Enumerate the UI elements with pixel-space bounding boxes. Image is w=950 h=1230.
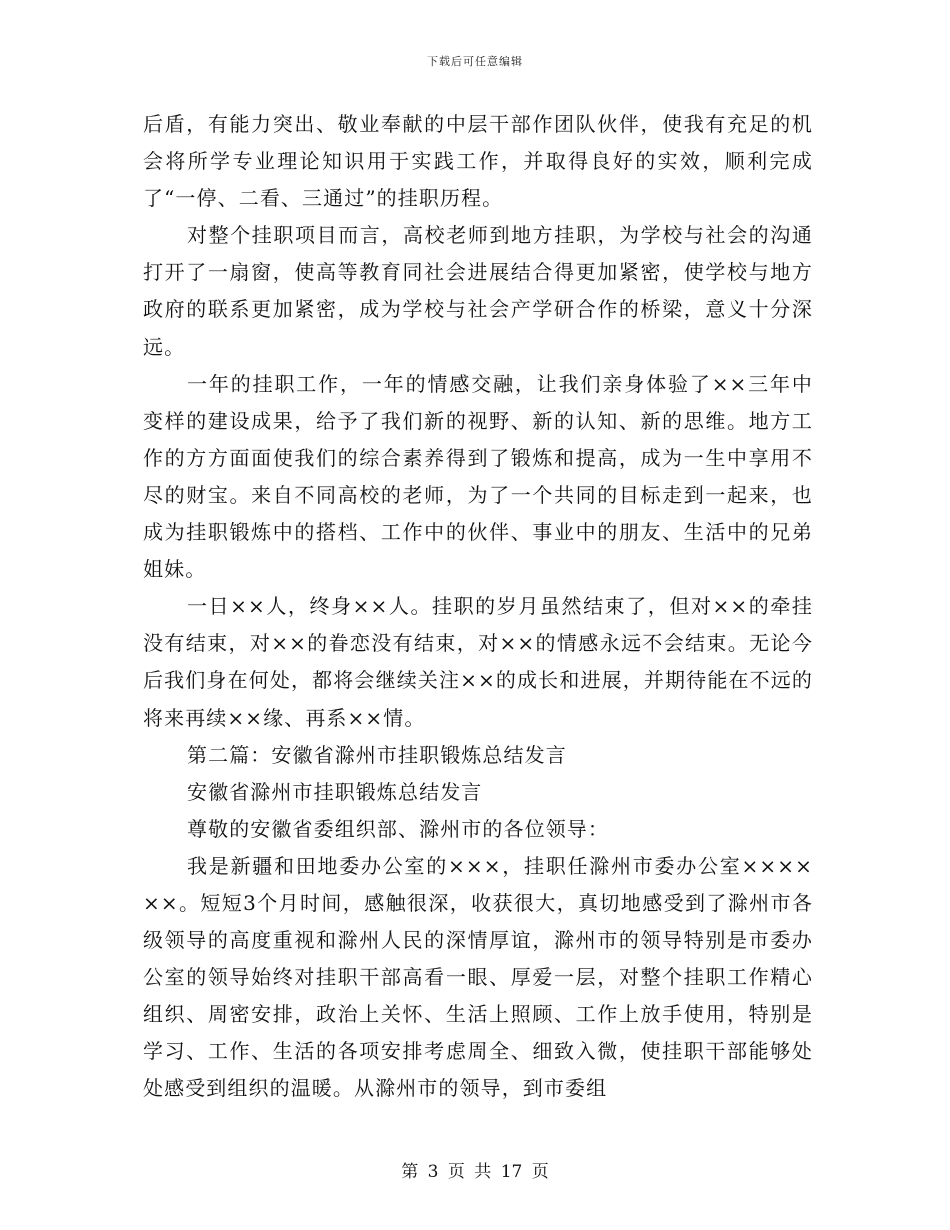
paragraph-speech-body: 我是新疆和田地委办公室的×××，挂职任滁州市委办公室××××××。短短3个月时间，感触很深，收获很大，真切地感受到了滁州市各级领导的高度重视和滁州人民的深情厚谊，滁州市的领导特别是市委办公室的领导始终对挂职干部高看一眼、厚爱一层，对整个挂职工作精心组织、周密安排，政治上关怀、生活上照顾、工作上放手使用，特别是学习、工作、生活的各项安排考虑周全、细致入微，使挂职干部能够处处感受到组织的温暖。从滁州市的领导，到市委组 (143, 853, 813, 1101)
paragraph-closing: 一日××人，终身××人。挂职的岁月虽然结束了，但对××的牵挂没有结束，对××的眷恋没有结束，对××的情感永远不会结束。无论今后我们身在何处，都将会继续关注××的成长和进展，并期待能在不远的将来再续××缘、再系××情。 (143, 594, 813, 730)
salutation: 尊敬的安徽省委组织部、滁州市的各位领导： (187, 816, 609, 841)
speech-title: 安徽省滁州市挂职锻炼总结发言 (187, 779, 483, 804)
document-body (143, 106, 813, 1108)
paragraph-year-experience: 一年的挂职工作，一年的情感交融，让我们亲身体验了××三年中变样的建设成果，给予了我们新的视野、新的认知、新的思维。地方工作的方方面面使我们的综合素养得到了锻炼和提高，成为一生中享用不尽的财宝。来自不同高校的老师，为了一个共同的目标走到一起来，也成为挂职锻炼中的搭档、工作中的伙伴、事业中的朋友、生活中的兄弟姐妹。 (143, 371, 813, 582)
section-heading: 第二篇：安徽省滁州市挂职锻炼总结发言 (187, 742, 567, 767)
page-footer-number: 第 3 页 共 17 页 (401, 1162, 549, 1182)
paragraph-project-significance: 对整个挂职项目而言，高校老师到地方挂职，为学校与社会的沟通打开了一扇窗，使高等教育同社会进展结合得更加紧密，使学校与地方政府的联系更加紧密，成为学校与社会产学研合作的桥梁，意义十分深远。 (143, 223, 813, 359)
page-header-note: 下载后可任意编辑 (427, 55, 523, 68)
paragraph-continuation: 后盾，有能力突出、敬业奉献的中层干部作团队伙伴，使我有充足的机会将所学专业理论知识用于实践工作，并取得良好的实效，顺利完成了“一停、二看、三通过”的挂职历程。 (143, 112, 813, 211)
